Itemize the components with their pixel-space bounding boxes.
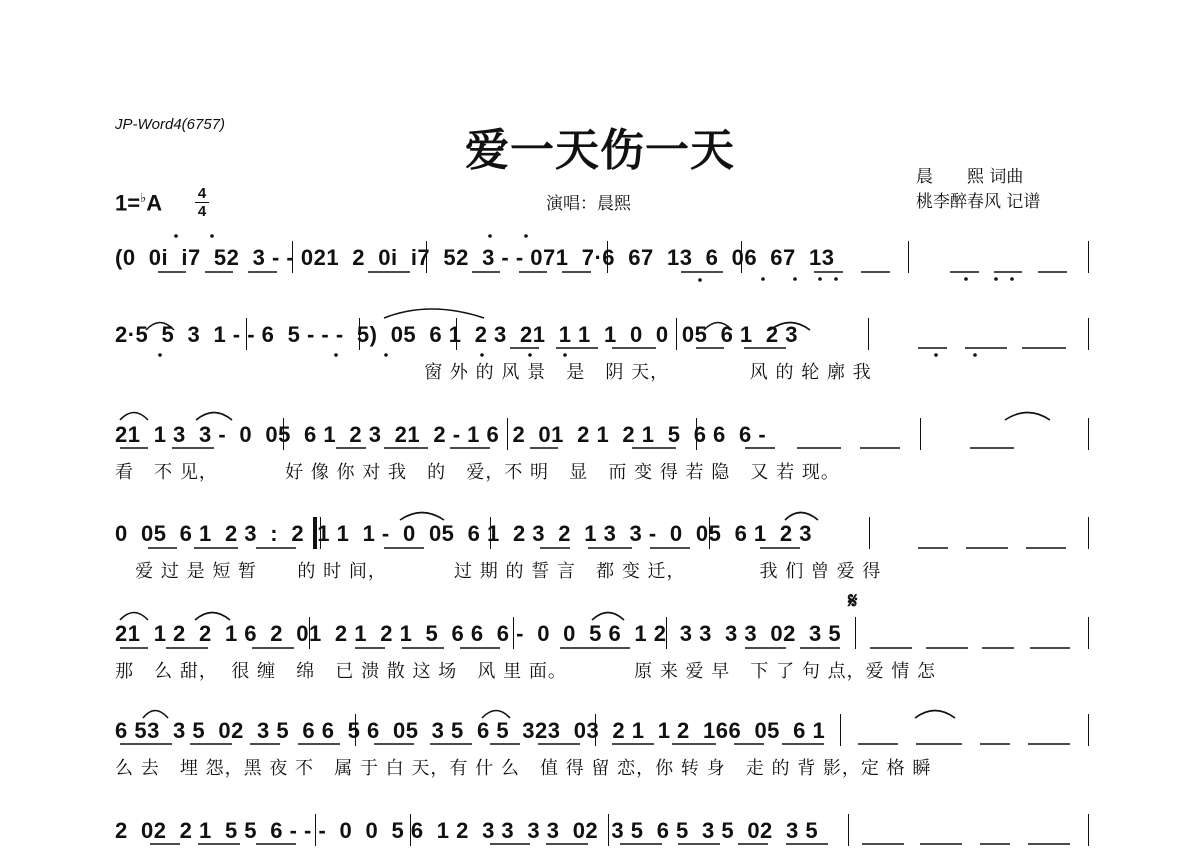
barline bbox=[1088, 241, 1089, 273]
song-title: 爱一天伤一天 bbox=[465, 125, 735, 176]
barline bbox=[709, 517, 710, 549]
barline bbox=[490, 517, 491, 549]
software-edition-label: JP-Word4(6757) bbox=[115, 116, 226, 133]
notation-line: 21 1 2 2 1 6 2 01 2 1 2 1 5 6 6 6 - 0 0 5 6 1 2 3 3 3 3 02 3 5 bbox=[115, 621, 842, 646]
segno-sign: 𝄋 bbox=[848, 588, 858, 614]
barline bbox=[359, 318, 360, 350]
barline bbox=[595, 714, 596, 746]
key-letter: A bbox=[146, 190, 163, 216]
barline bbox=[608, 814, 609, 846]
barline bbox=[309, 617, 310, 649]
notation-line: 0 05 6 1 2 3 : 2 1 1 1 - 0 05 6 1 2 3 2 1 3 3 - 0 05 6 1 2 3 bbox=[115, 521, 812, 546]
barline bbox=[456, 318, 457, 350]
barline bbox=[848, 814, 849, 846]
barline bbox=[869, 517, 870, 549]
notation-line: 6 53 3 5 02 3 5 6 6 5 6 05 3 5 6 5 323 03 2 1 1 2 166 05 6 1 bbox=[115, 718, 826, 743]
time-denominator: 4 bbox=[197, 203, 207, 220]
barline bbox=[246, 318, 247, 350]
barline bbox=[507, 418, 508, 450]
barline bbox=[1088, 814, 1089, 846]
lyric-line: 爱 过 是 短 暂 的 时 间， 过 期 的 誓 言 都 变 迁， 我 们 曾 爱 得 bbox=[115, 561, 882, 582]
barline bbox=[1088, 617, 1089, 649]
barline bbox=[320, 517, 321, 549]
barline bbox=[283, 418, 284, 450]
singer-credit: 演唱：晨熙 bbox=[546, 194, 631, 214]
key-signature bbox=[115, 190, 162, 216]
lyric-line: 看 不 见， 好 像 你 对 我 的 爱，不 明 显 而 变 得 若 隐 又 若 现。 bbox=[115, 462, 840, 483]
transcriber-credit: 桃李醉春风 记谱 bbox=[916, 192, 1041, 212]
barline bbox=[410, 814, 411, 846]
lyric-line: 么 去 埋 怨，黑 夜 不 属 于 白 天，有 什 么 值 得 留 恋，你 转 身 走 的 背 影，定 格 瞬 bbox=[115, 758, 932, 779]
lyric-line: 窗 外 的 风 景 是 阴 天， 风 的 轮 廓 我 bbox=[115, 362, 872, 383]
flat-sign: ♭ bbox=[140, 190, 147, 205]
barline bbox=[292, 241, 293, 273]
barline bbox=[1088, 517, 1089, 549]
barline bbox=[1088, 418, 1089, 450]
time-numerator: 4 bbox=[197, 185, 207, 202]
barline bbox=[355, 714, 356, 746]
barline bbox=[741, 241, 742, 273]
key-prefix: 1= bbox=[115, 190, 141, 216]
notation-line: 2·5 5 3 1 - - 6 5 - - - 5) 05 6 1 2 3 21 1 1 1 0 0 05 6 1 2 3 bbox=[115, 322, 798, 347]
barline bbox=[920, 418, 921, 450]
barline bbox=[1088, 714, 1089, 746]
barline bbox=[908, 241, 909, 273]
barline bbox=[1088, 318, 1089, 350]
notation-line: 2 02 2 1 5 5 6 - - - 0 0 5 6 1 2 3 3 3 3 02 3 5 6 5 3 5 02 3 5 bbox=[115, 818, 819, 843]
barline bbox=[868, 318, 869, 350]
notation-line: (0 0i i7 52 3 - - 021 2 0i i7 52 3 - - 071 7·6 67 13 6 06 67 13 bbox=[115, 245, 835, 270]
barline bbox=[513, 617, 514, 649]
barline bbox=[426, 241, 427, 273]
repeat-start-barline bbox=[313, 517, 317, 549]
barline bbox=[607, 241, 608, 273]
barline bbox=[696, 418, 697, 450]
barline bbox=[666, 617, 667, 649]
barline bbox=[840, 714, 841, 746]
composer-credit: 晨 熙 词曲 bbox=[916, 167, 1024, 187]
notation-line: 21 1 3 3 - 0 05 6 1 2 3 21 2 - 1 6 2 01 2 1 2 1 5 6 6 6 - bbox=[115, 422, 767, 447]
barline bbox=[855, 617, 856, 649]
barline bbox=[315, 814, 316, 846]
barline bbox=[676, 318, 677, 350]
time-signature bbox=[195, 186, 209, 219]
lyric-line: 那 么 甜， 很 缠 绵 已 溃 散 这 场 风 里 面。 原 来 爱 早 下 了 句 点，爱 情 怎 bbox=[115, 661, 937, 682]
